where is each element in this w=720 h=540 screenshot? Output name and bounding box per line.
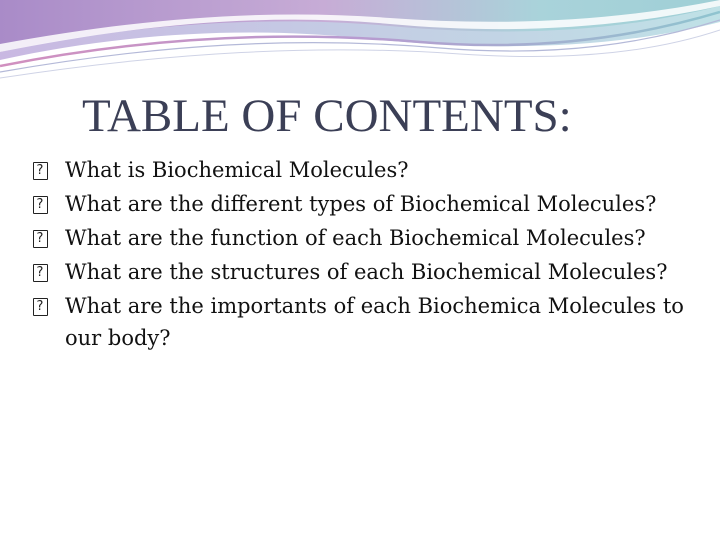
bullet-item xyxy=(30,188,700,220)
bullet-list xyxy=(30,154,700,356)
bullet-item xyxy=(30,222,700,254)
bullet-text: What are the function of each Biochemical Molecules? xyxy=(65,226,646,250)
decorative-header-wave xyxy=(0,0,720,90)
missing-glyph-box-icon xyxy=(33,298,48,316)
bullet-text: What is Biochemical Molecules? xyxy=(65,158,409,182)
missing-glyph-box-icon xyxy=(33,264,48,282)
bullet-item xyxy=(30,290,700,354)
missing-glyph-box-icon xyxy=(33,196,48,214)
missing-glyph-box-icon xyxy=(33,230,48,248)
missing-glyph-box-icon xyxy=(33,162,48,180)
bullet-item xyxy=(30,154,700,186)
bullet-text: What are the importants of each Biochemica Molecules to our body? xyxy=(65,294,684,350)
slide-title: TABLE OF CONTENTS: xyxy=(82,90,572,142)
bullet-text: What are the structures of each Biochemical Molecules? xyxy=(65,260,668,284)
bullet-text: What are the different types of Biochemical Molecules? xyxy=(65,192,657,216)
bullet-item xyxy=(30,256,700,288)
